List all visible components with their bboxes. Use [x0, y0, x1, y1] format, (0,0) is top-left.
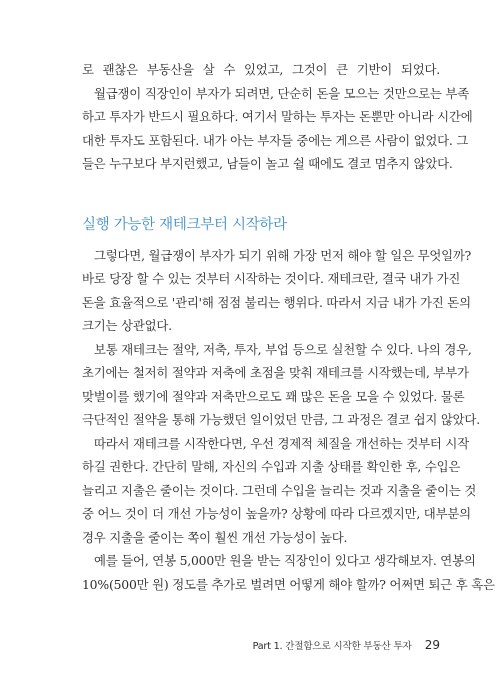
text-line: 늘리고 지출은 줄이는 것이다. 그런데 수입을 늘리는 것과 지출을 줄이는 것 — [82, 482, 477, 498]
paragraph-4 — [82, 432, 477, 550]
text-line: 중 어느 것이 더 개선 가능성이 높을까? 상황에 따라 다르겠지만, 대부분의 — [82, 506, 471, 521]
text-line: 경우 지출을 줄이는 쪽이 훨씬 개선 가능성이 높다. — [82, 529, 348, 545]
paragraph-2 — [82, 244, 472, 338]
text-line: 월급쟁이 직장인이 부자가 되려면, 단순히 돈을 모으는 것만으로는 부족 — [94, 85, 469, 101]
page-content — [82, 58, 495, 596]
paragraph-1 — [82, 58, 473, 176]
paragraph-3 — [82, 338, 480, 432]
text-line: 보통 재테크는 절약, 저축, 투자, 부업 등으로 실천할 수 있다. 나의 경우, — [94, 341, 472, 357]
paragraph-5 — [82, 549, 495, 596]
text-line: 극단적인 절약을 통해 가능했던 일이었던 만큼, 그 과정은 결코 쉽지 않았다. — [82, 412, 480, 427]
text-line: 들은 누구보다 부지런했고, 남들이 놀고 쉴 때에도 결코 멈추지 않았다. — [82, 156, 453, 171]
text-line: 크기는 상관없다. — [82, 318, 172, 333]
text-line: 돈을 효율적으로 '관리'해 점점 불리는 행위다. 따라서 지금 내가 가진 돈의 — [82, 294, 471, 310]
text-line: 바로 당장 할 수 있는 것부터 시작하는 것이다. 재테크란, 결국 내가 가진 — [82, 271, 461, 286]
text-line: 로 괜찮은 부동산을 살 수 있었고, 그것이 큰 기반이 되었다. — [82, 62, 440, 77]
text-line: 맞벌이를 했기에 절약과 저축만으로도 꽤 많은 돈을 모을 수 있었다. 물론 — [82, 388, 465, 404]
chapter-title: Part 1. 간절함으로 시작한 부동산 투자 — [252, 641, 412, 652]
text-line: 10%(500만 원) 정도를 추가로 벌려면 어떻게 해야 할까? 어쩌면 퇴근 후 혹은 — [82, 576, 495, 592]
text-line: 하길 권한다. 간단히 말해, 자신의 수입과 지출 상태를 확인한 후, 수입은 — [82, 459, 461, 474]
text-line: 예를 들어, 연봉 5,000만 원을 받는 직장인이 있다고 생각해보자. 연봉의 — [94, 553, 476, 568]
text-line: 하고 투자가 반드시 필요하다. 여기서 말하는 투자는 돈뿐만 아니라 시간에 — [82, 109, 473, 124]
page-number: 29 — [424, 638, 440, 652]
page-footer — [253, 634, 440, 653]
text-line: 대한 투자도 포함된다. 내가 아는 부자들 중에는 게으른 사람이 없었다. 그 — [82, 132, 469, 148]
section-heading: 실행 가능한 재테크부터 시작하라 — [82, 216, 287, 233]
text-line: 따라서 재테크를 시작한다면, 우선 경제적 체질을 개선하는 것부터 시작 — [94, 435, 469, 451]
text-line: 초기에는 철저히 절약과 저축에 초점을 맞춰 재테크를 시작했는데, 부부가 — [82, 365, 469, 380]
text-line: 그렇다면, 월급쟁이 부자가 되기 위해 가장 먼저 해야 할 일은 무엇일까? — [94, 247, 472, 263]
